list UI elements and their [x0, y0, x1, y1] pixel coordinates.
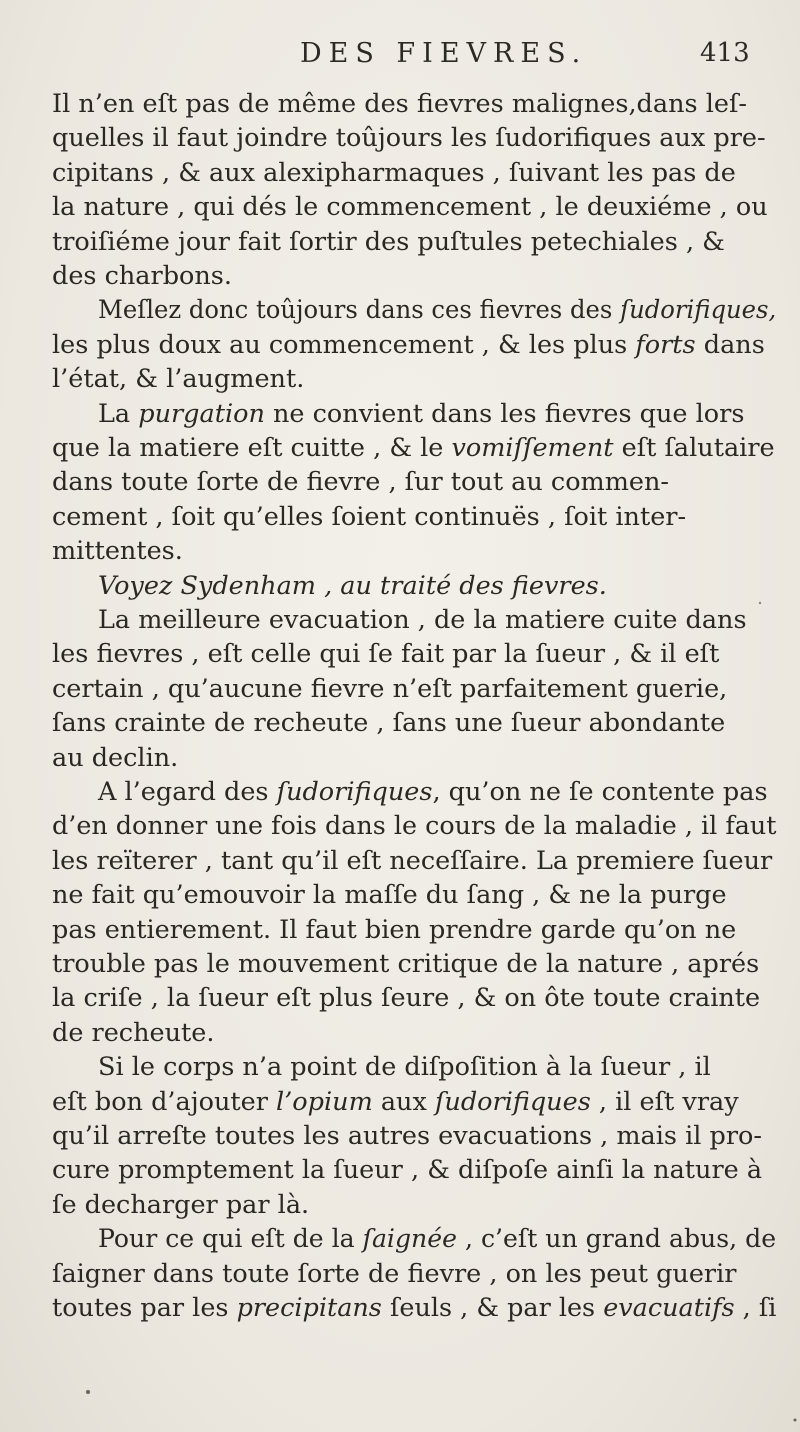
text-run: cipitans , & aux alexipharmaques , ſuivant les pas de: [52, 158, 736, 188]
italic-text: evacuatifs: [603, 1293, 735, 1323]
text-run: toutes par les: [52, 1293, 237, 1323]
text-run: de recheute.: [52, 1018, 215, 1048]
ink-speck: [794, 1419, 797, 1422]
italic-text: vomiſſement: [451, 433, 614, 463]
italic-text: ſudorifiques: [276, 777, 433, 807]
text-run: dans toute ſorte de fievre , ſur tout au commen-: [52, 467, 670, 497]
text-run: quelles il faut joindre toûjours les ſudorifiques aux pre-: [52, 123, 766, 153]
text-run: les plus doux au commencement , & les plus: [52, 330, 636, 360]
text-run: Pour ce qui eſt de la: [98, 1224, 363, 1254]
text-run: dans: [695, 330, 765, 360]
text-run: pas entierement. Il faut bien prendre garde qu’on ne: [52, 915, 737, 945]
text-run: ne fait qu’emouvoir la maſſe du ſang , & ne la purge: [52, 880, 727, 910]
text-run: La: [98, 399, 139, 429]
text-run: eſt ſalutaire: [613, 433, 775, 463]
italic-text: l’opium: [276, 1087, 373, 1117]
text-run: troiſiéme jour fait ſortir des puſtules petechiales , &: [52, 227, 725, 257]
italic-text: ſaignée: [362, 1224, 457, 1254]
text-run: Meſlez donc toûjours dans ces fievres des: [98, 295, 621, 325]
text-run: A l’egard des: [98, 777, 277, 807]
italic-text: purgation: [138, 399, 265, 429]
text-run: les reïterer , tant qu’il eſt neceſſaire. La premiere ſueur: [52, 846, 773, 876]
italic-text: forts: [635, 330, 696, 360]
ink-speck: [86, 1390, 90, 1394]
text-run: Si le corps n’a point de diſpoſition à la ſueur , il: [98, 1052, 711, 1082]
text-run: La meilleure evacuation , de la matiere cuite dans: [98, 605, 747, 635]
text-run: la criſe , la ſueur eſt plus ſeure , & on ôte toute crainte: [52, 983, 761, 1013]
text-run: ſaigner dans toute ſorte de fievre , on les peut guerir: [52, 1259, 737, 1289]
italic-text: precipitans: [236, 1293, 382, 1323]
text-run: qu’il arreſte toutes les autres evacuations , mais il pro-: [52, 1121, 762, 1151]
text-run: mittentes.: [52, 536, 183, 566]
page-number: 413: [700, 38, 750, 68]
text-run: des charbons.: [52, 261, 232, 291]
italic-text: ſudorifiques,: [620, 295, 777, 325]
text-run: ne convient dans les fievres que lors: [264, 399, 745, 429]
text-run: ſeuls , & par les: [381, 1293, 604, 1323]
text-run: d’en donner une fois dans le cours de la maladie , il faut: [52, 811, 777, 841]
text-run: , c’eſt un grand abus, de: [456, 1224, 777, 1254]
text-run: eſt bon d’ajouter: [52, 1087, 277, 1117]
text-run: , il eſt vray: [590, 1087, 739, 1117]
text-run: l’état, & l’augment.: [52, 364, 305, 394]
text-run: cement , ſoit qu’elles ſoient continuës , ſoit inter-: [52, 502, 687, 532]
text-run: ſans crainte de recheute , ſans une ſueur abondante: [52, 708, 726, 738]
running-title: DES FIEVRES.: [300, 38, 588, 69]
text-run: , ſi: [734, 1293, 777, 1323]
italic-text: Voyez Sydenham , au traité des fievres.: [98, 571, 607, 601]
text-run: que la matiere eſt cuitte , & le: [52, 433, 452, 463]
text-run: , qu’on ne ſe contente pas: [432, 777, 768, 807]
text-run: trouble pas le mouvement critique de la nature , aprés: [52, 949, 760, 979]
text-run: cure promptement la ſueur , & diſpoſe ainſi la nature à: [52, 1155, 763, 1185]
text-run: aux: [372, 1087, 435, 1117]
italic-text: ſudorifiques: [434, 1087, 591, 1117]
ink-speck: [759, 602, 761, 604]
text-run: Il n’en eſt pas de même des fievres malignes,dans leſ-: [52, 89, 747, 119]
text-run: ſe decharger par là.: [52, 1190, 310, 1220]
text-run: les fievres , eſt celle qui ſe fait par la ſueur , & il eſt: [52, 639, 720, 669]
text-run: la nature , qui dés le commencement , le deuxiéme , ou: [52, 192, 768, 222]
text-run: certain , qu’aucune fievre n’eſt parfaitement guerie,: [52, 674, 728, 704]
text-run: au declin.: [52, 743, 179, 773]
